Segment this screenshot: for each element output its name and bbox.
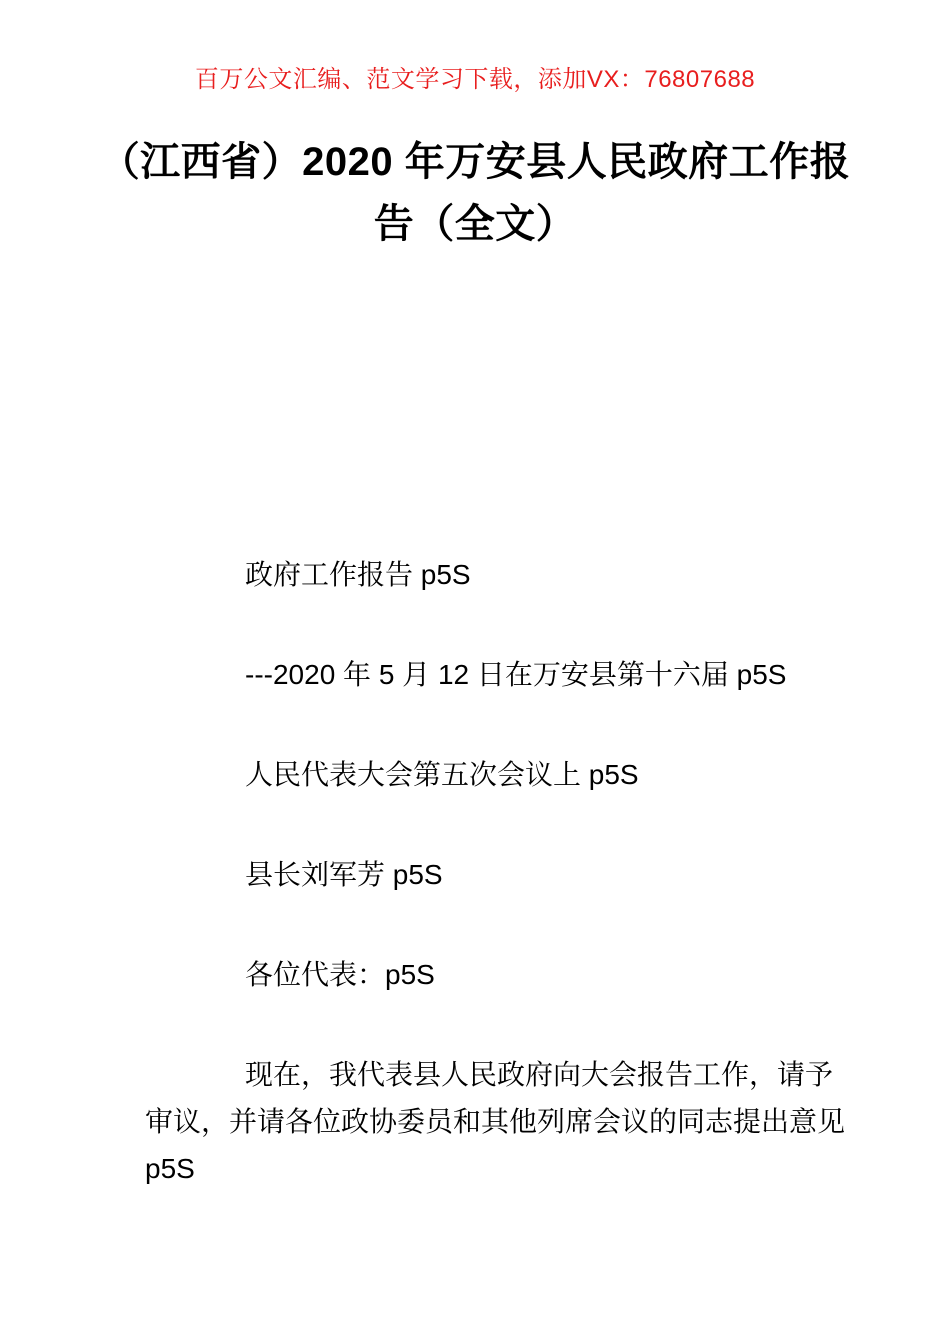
paragraph-report-title: 政府工作报告 p5S	[245, 559, 471, 590]
watermark-note: 百万公文汇编、范文学习下载，添加VX：76807688	[194, 66, 756, 93]
paragraph-author: 县长刘军芳 p5S	[245, 859, 443, 890]
document-title: （江西省）2020 年万安县人民政府工作报告（全文）	[99, 140, 851, 246]
paragraph-salutation: 各位代表：p5S	[245, 959, 435, 990]
paragraph-congress: 人民代表大会第五次会议上 p5S	[245, 759, 639, 790]
paragraph-date-session: ---2020 年 5 月 12 日在万安县第十六届 p5S	[245, 659, 787, 690]
paragraph-opening: 现在，我代表县人民政府向大会报告工作，请予审议，并请各位政协委员和其他列席会议的同志提出意见 p5S	[145, 1059, 846, 1184]
document-body	[145, 551, 845, 1192]
